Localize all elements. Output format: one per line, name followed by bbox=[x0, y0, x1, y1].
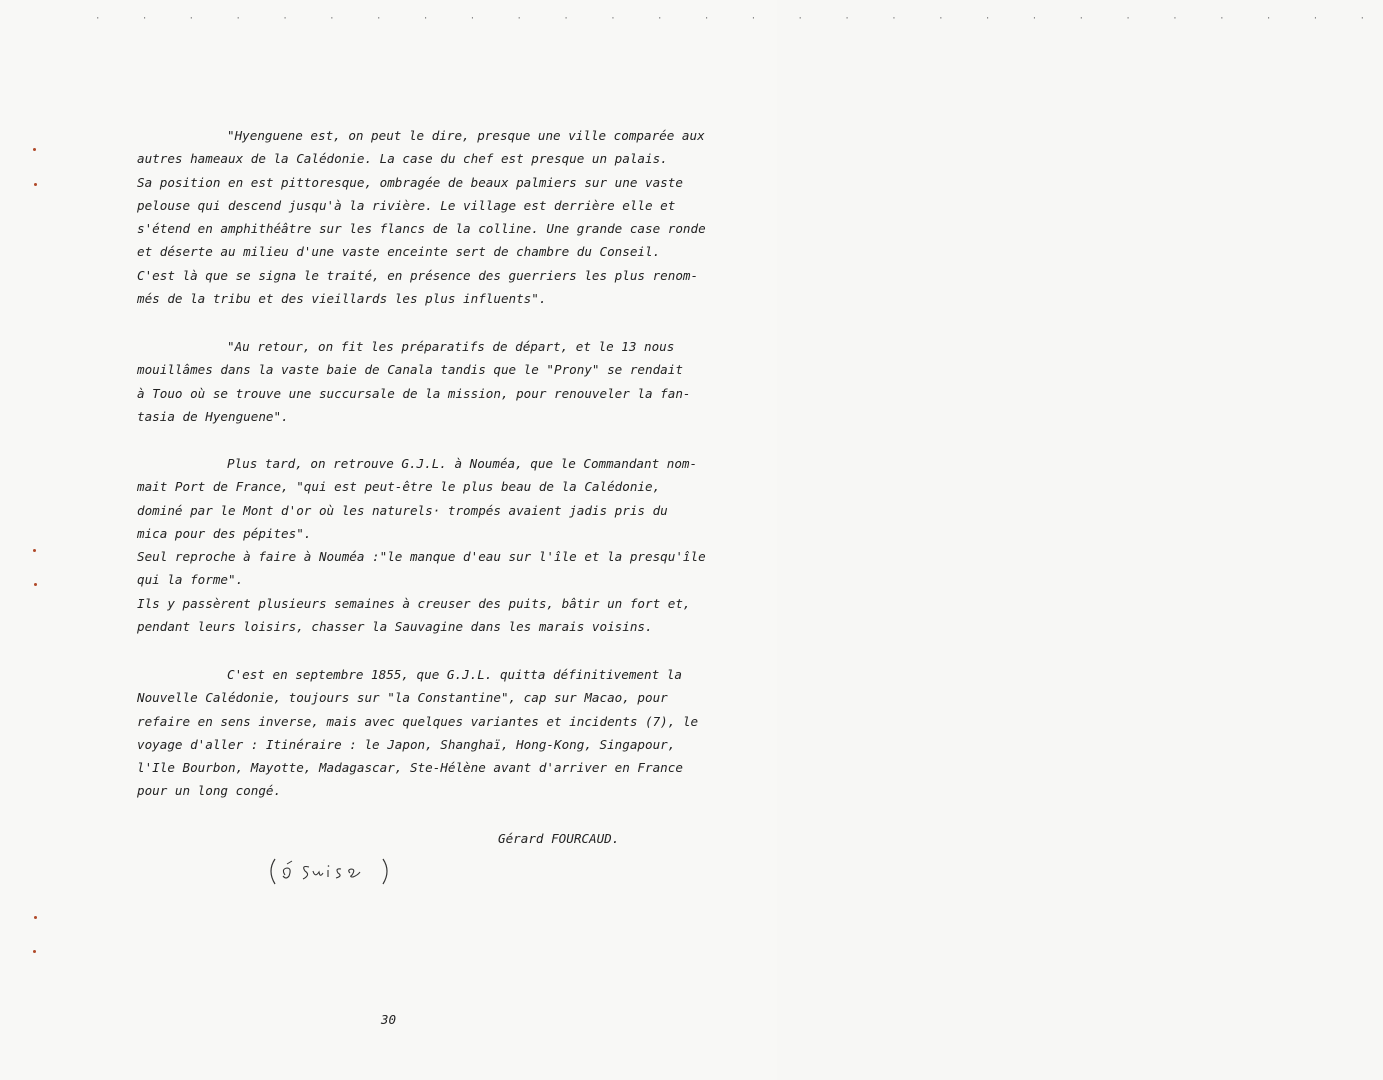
text-line: "Au retour, on fit les préparatifs de départ, et le 13 nous bbox=[227, 339, 675, 354]
text-line: mica pour des pépites". bbox=[137, 525, 312, 541]
margin-mark bbox=[33, 148, 36, 151]
text-line: C'est en septembre 1855, que G.J.L. quitta définitivement la bbox=[227, 667, 682, 682]
text-line: Plus tard, on retrouve G.J.L. à Nouméa, que le Commandant nom- bbox=[227, 456, 698, 471]
margin-mark bbox=[33, 549, 36, 552]
text-line: Nouvelle Calédonie, toujours sur "la Constantine", cap sur Macao, pour bbox=[137, 690, 668, 706]
text-line: voyage d'aller : Itinéraire : le Japon, Shanghaï, Hong-Kong, Singapour, bbox=[137, 736, 676, 752]
paragraph-4 bbox=[137, 663, 737, 803]
text-line: l'Ile Bourbon, Mayotte, Madagascar, Ste-Hélène avant d'arriver en France bbox=[137, 760, 683, 776]
text-line: Sa position en est pittoresque, ombragée de beaux palmiers sur une vaste bbox=[137, 174, 683, 190]
text-line: refaire en sens inverse, mais avec quelques variantes et incidents (7), le bbox=[137, 713, 699, 729]
text-line: C'est là que se signa le traité, en présence des guerriers les plus renom- bbox=[137, 267, 699, 283]
margin-mark bbox=[34, 583, 37, 586]
margin-mark bbox=[34, 916, 37, 919]
text-line: dominé par le Mont d'or où les naturels· trompés avaient jadis pris du bbox=[137, 502, 668, 518]
handwritten-note bbox=[265, 855, 395, 887]
text-line: més de la tribu et des vieillards les plus influents". bbox=[137, 291, 547, 307]
margin-mark bbox=[33, 950, 36, 953]
text-line: s'étend en amphithéâtre sur les flancs de la colline. Une grande case ronde bbox=[137, 221, 706, 237]
page-number: 30 bbox=[380, 1012, 397, 1027]
text-line: autres hameaux de la Calédonie. La case du chef est presque un palais. bbox=[137, 151, 668, 167]
paragraph-1 bbox=[137, 124, 737, 310]
text-line: à Touo où se trouve une succursale de la mission, pour renouveler la fan- bbox=[137, 385, 691, 401]
text-line: qui la forme". bbox=[137, 572, 244, 588]
text-line: pendant leurs loisirs, chasser la Sauvagine dans les marais voisins. bbox=[137, 619, 653, 635]
text-line: "Hyenguene est, on peut le dire, presque une ville comparée aux bbox=[227, 128, 705, 143]
scan-artifacts: · · · · · · · · · · · · · · · · · · · · · · · · · · · · bbox=[95, 14, 1383, 24]
paragraph-2 bbox=[137, 335, 737, 428]
text-line: Seul reproche à faire à Nouméa :"le manque d'eau sur l'île et la presqu'île bbox=[137, 549, 706, 565]
text-line: Ils y passèrent plusieurs semaines à creuser des puits, bâtir un fort et, bbox=[137, 595, 691, 611]
margin-mark bbox=[34, 183, 37, 186]
text-line: et déserte au milieu d'une vaste enceinte sert de chambre du Conseil. bbox=[137, 244, 661, 260]
text-line: tasia de Hyenguene". bbox=[137, 408, 289, 424]
text-line: mait Port de France, "qui est peut-être le plus beau de la Calédonie, bbox=[137, 479, 661, 495]
author-signature: Gérard FOURCAUD. bbox=[498, 831, 620, 846]
text-line: pour un long congé. bbox=[137, 783, 282, 799]
text-line: mouillâmes dans la vaste baie de Canala tandis que le "Prony" se rendait bbox=[137, 362, 683, 378]
text-line: pelouse qui descend jusqu'à la rivière. Le village est derrière elle et bbox=[137, 197, 676, 213]
paragraph-3 bbox=[137, 452, 737, 638]
